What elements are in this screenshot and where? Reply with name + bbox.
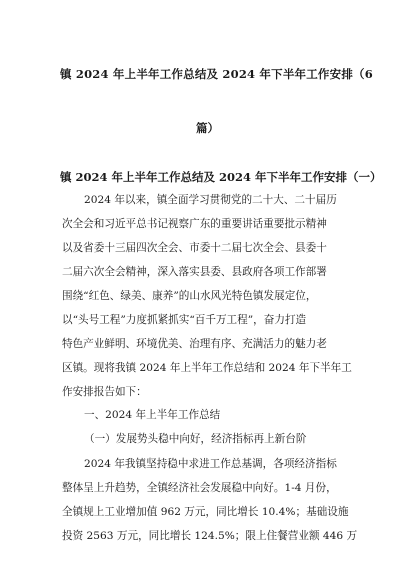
paragraph-line: 2024 年以来，镇全面学习贯彻党的二十大、二十届历 xyxy=(84,194,337,206)
intro-paragraph xyxy=(62,188,358,404)
paragraph-line: 以及省委十三届四次全会、市委十二届七次全会、县委十 xyxy=(62,242,327,254)
paragraph-line: 投资 2563 万元，同比增长 124.5%；限上住餐营业额 446 万 xyxy=(62,530,358,542)
paragraph-line: 特色产业鲜明、环境优美、治理有序、充满活力的魅力老 xyxy=(62,338,327,350)
body-paragraph xyxy=(62,452,358,548)
section-heading: 一、2024 年上半年工作总结 xyxy=(84,409,221,421)
document-title: 镇 2024 年上半年工作总结及 2024 年下半年工作安排（6 xyxy=(60,67,373,81)
paragraph-line: 围绕“红色、绿美、康养”的山水风光特色镇发展定位， xyxy=(62,290,317,302)
paragraph-line: 以“头号工程”力度抓紧抓实“百千万工程”，奋力打造 xyxy=(62,314,307,326)
paragraph-line: 二届六次全会精神，深入落实县委、县政府各项工作部署 xyxy=(62,266,327,278)
paragraph-line: 全镇规上工业增加值 962 万元，同比增长 10.4%；基础设施 xyxy=(62,506,349,518)
document-title-continuation: 篇） xyxy=(196,121,219,135)
paragraph-line: 区镇。现将我镇 2024 年上半年工作总结和 2024 年下半年工 xyxy=(62,362,352,374)
paragraph-line: 作安排报告如下： xyxy=(62,386,147,398)
paragraph-line: 整体呈上升趋势，全镇经济社会发展稳中向好。1-4 月份， xyxy=(62,482,337,494)
section-title: 镇 2024 年上半年工作总结及 2024 年下半年工作安排（一） xyxy=(60,170,382,184)
paragraph-line: 次全会和习近平总书记视察广东的重要讲话重要批示精神 xyxy=(62,218,327,230)
paragraph-line: 2024 年我镇坚持稳中求进工作总基调，各项经济指标 xyxy=(84,458,337,470)
subsection-heading: （一）发展势头稳中向好，经济指标再上新台阶 xyxy=(84,433,307,445)
